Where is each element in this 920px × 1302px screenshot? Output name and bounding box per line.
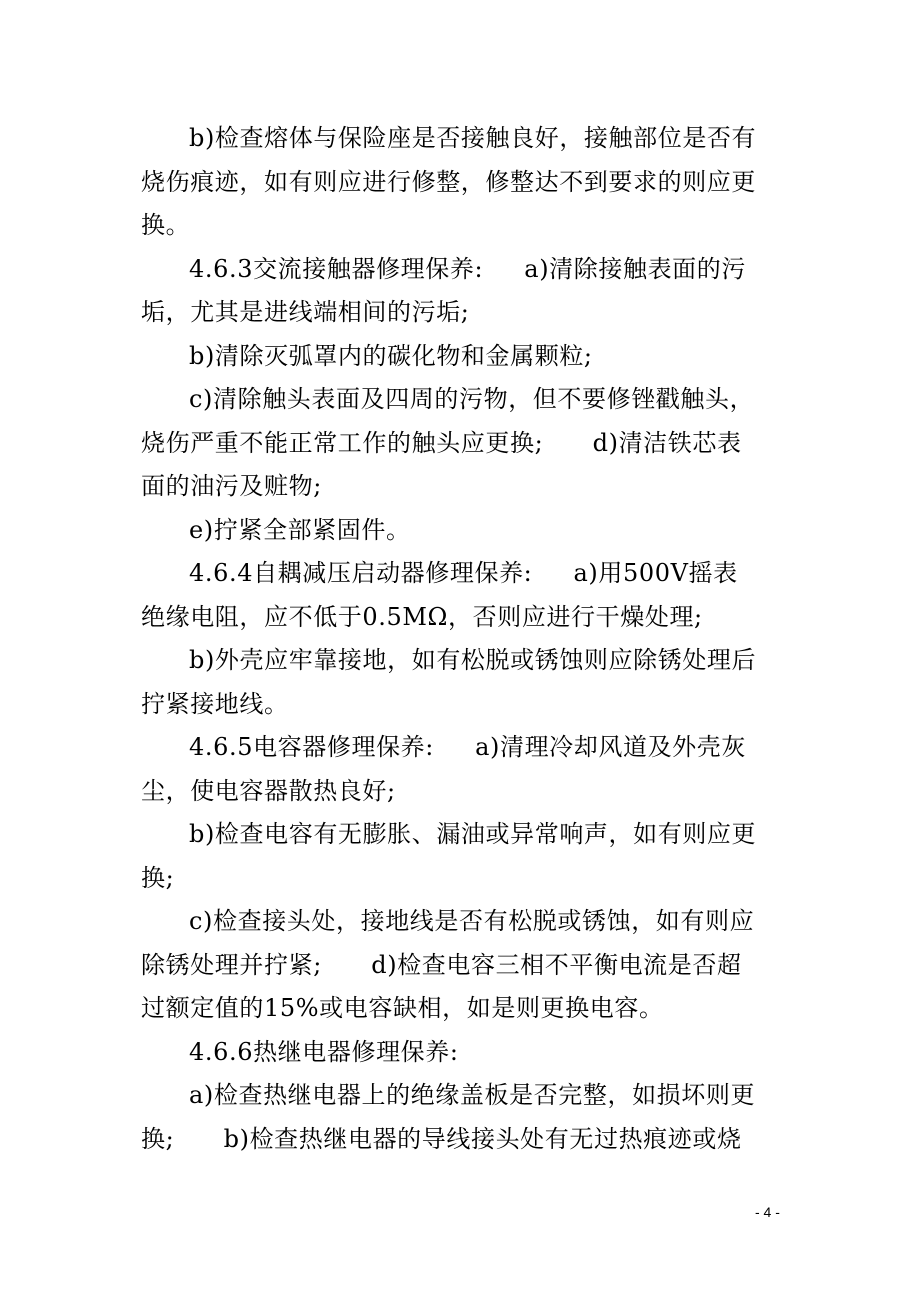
text-line: b)检查熔体与保险座是否接触良好，接触部位是否有	[189, 124, 757, 152]
text-line: 面的油污及赃物;	[141, 472, 322, 500]
text-line: e)拧紧全部紧固件。	[189, 515, 411, 544]
text-line: 绝缘电阻，应不低于0.5MΩ，否则应进行干燥处理;	[141, 602, 703, 631]
text-line: c)清除触头表面及四周的污物，但不要修锉戳触头，	[189, 385, 755, 413]
text-line: 换。	[141, 211, 191, 239]
text-line: b)检查电容有无膨胀、漏油或异常响声，如有则应更	[189, 820, 757, 848]
text-line: 4.6.6热继电器修理保养:	[189, 1037, 459, 1066]
text-line: 4.6.5电容器修理保养: a)清理冷却风道及外壳灰	[189, 733, 746, 761]
text-line: 换;	[141, 863, 175, 892]
text-line: 4.6.3交流接触器修理保养: a)清除接触表面的污	[189, 254, 746, 283]
body-text	[141, 117, 781, 1161]
text-line: 4.6.4自耦减压启动器修理保养: a)用500V摇表	[189, 559, 738, 587]
text-line: 除锈处理并拧紧; d)检查电容三相不平衡电流是否超	[141, 950, 742, 979]
text-line: c)检查接头处，接地线是否有松脱或锈蚀，如有则应	[189, 907, 755, 935]
text-line: b)外壳应牢靠接地，如有松脱或锈蚀则应除锈处理后	[189, 646, 757, 674]
text-line: 换; b)检查热继电器的导线接头处有无过热痕迹或烧	[141, 1124, 742, 1153]
text-line: 拧紧接地线。	[141, 689, 289, 718]
text-line: a)检查热继电器上的绝缘盖板是否完整，如损坏则更	[189, 1081, 756, 1109]
text-line: 烧伤痕迹，如有则应进行修整，修整达不到要求的则应更	[141, 167, 756, 196]
text-line: b)清除灭弧罩内的碳化物和金属颗粒;	[189, 341, 593, 370]
page-number: - 4 -	[755, 1204, 780, 1220]
text-line: 尘，使电容器散热良好;	[141, 776, 396, 805]
text-line: 垢，尤其是进线端相间的污垢;	[141, 298, 470, 326]
text-line: 过额定值的15%或电容缺相，如是则更换电容。	[141, 994, 664, 1022]
text-line: 烧伤严重不能正常工作的触头应更换; d)清洁铁芯表	[141, 428, 742, 457]
